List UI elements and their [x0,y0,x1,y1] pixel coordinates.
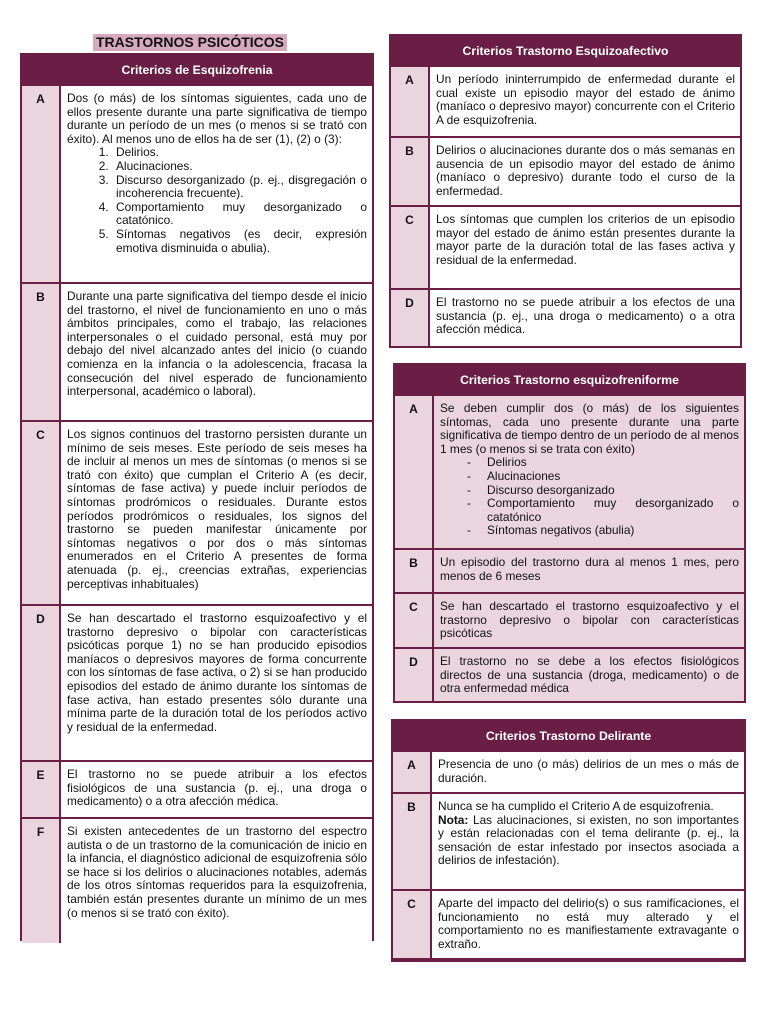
criterion-row-c [395,592,744,647]
table-header: Criterios Trastorno esquizofreniforme [395,365,744,394]
criterion-label: C [391,207,428,288]
criterion-text [430,794,744,889]
criterion-text: El trastorno no se puede atribuir a los efectos de una sustancia (p. ej., una droga o medicamento) o a otra afección médica. [428,290,740,346]
criterion-row-e [22,760,372,817]
criterion-text: Se han descartado el trastorno esquizoafectivo y el trastorno depresivo o bipolar con características psicóticas [432,594,744,647]
criterion-row-a [393,750,744,792]
schizophrenia-criteria-table [20,53,374,941]
table-header: Criterios Trastorno Esquizoafectivo [391,36,740,65]
criterion-text: Los signos continuos del trastorno persisten durante un mínimo de seis meses. Este período de seis meses ha de incluir al menos un mes de síntomas (o menos si se trató con éxito) que cumplan el Criterio A (es decir, síntomas de fase activa) y puede incluir períodos de síntomas prodrómicos o residuales. Durante estos períodos prodrómicos o residuales, los signos del trastorno se pueden manifestar únicamente por síntomas negativos o por dos o más síntomas enumerados en el Criterio A presentes de forma atenuada (p. ej., creencias extrañas, experiencias perceptivas inhabituales) [59,422,372,604]
criterion-label: C [22,422,59,604]
schizoaffective-criteria-table [389,34,742,348]
symptom-list [440,456,739,538]
list-item: - Síntomas negativos (abulia) [467,524,739,538]
document-title: TRASTORNOS PSICÓTICOS [93,34,287,51]
note-label: Nota: [438,812,469,827]
note-text: Las alucinaciones, si existen, no son importantes y están relacionadas con el tema delirante (p. ej., la sensación de estar infestado por insectos asociada a delirios de infestación). [438,812,739,868]
list-item: - Comportamiento muy desorganizado o catatónico [467,497,739,524]
criterion-text: Los síntomas que cumplen los criterios de un episodio mayor del estado de ánimo están presentes durante la mayor parte de la duración total de las fases activa y residual de la enfermedad. [428,207,740,288]
criterion-label: C [395,594,432,647]
criterion-text: Se han descartado el trastorno esquizoafectivo y el trastorno depresivo o bipolar con características psicóticas porque 1) no se han producido episodios maníacos o depresivos mayores de forma concurrente con los síntomas de fase activa, o 2) si se han producido episodios del estado de ánimo durante los síntomas de fase activa, han estado presentes sólo durante una mínima parte de la duración total de los períodos activo y residual de la enfermedad. [59,606,372,760]
criterion-row-b [393,792,744,889]
table-header: Criterios de Esquizofrenia [22,55,372,84]
criterion-label: A [395,396,432,548]
criterion-text: Presencia de uno (o más) delirios de un mes o más de duración. [430,752,744,792]
criterion-row-c [393,889,744,958]
list-item: - Discurso desorganizado [467,484,739,498]
criterion-text: El trastorno no se debe a los efectos fisiológicos directos de una sustancia (droga, medicamento) o de otra enfermedad médica [432,649,744,701]
criterion-row-d [22,604,372,760]
criterion-label: F [22,819,59,943]
criterion-text: Delirios o alucinaciones durante dos o más semanas en ausencia de un episodio mayor del estado de ánimo (maníaco o depresivo) durante todo el curso de la enfermedad. [428,138,740,205]
criterion-label: C [393,891,430,958]
criterion-label: A [391,67,428,136]
criterion-row-d [391,288,740,346]
criterion-text: Un episodio del trastorno dura al menos 1 mes, pero menos de 6 meses [432,550,744,592]
criterion-text [432,396,744,548]
criterion-intro: Se deben cumplir dos (o más) de los siguientes síntomas, cada uno presente durante una parte significativa de tiempo dentro de un período de al menos 1 mes (o menos si se trata con éxito) [440,401,739,456]
symptom-list [67,146,367,255]
criterion-label: E [22,762,59,817]
criterion-row-c [22,420,372,604]
list-item: 1. Delirios. [112,146,367,160]
criterion-intro: Dos (o más) de los síntomas siguientes, cada uno de ellos presente durante una parte significativa de tiempo durante un período de un mes (o menos si se trató con éxito). Al menos uno de ellos ha de ser (1), (2) o (3): [67,91,367,146]
criterion-row-d [395,647,744,701]
criterion-label: D [391,290,428,346]
criterion-text: Aparte del impacto del delirio(s) o sus ramificaciones, el funcionamiento no está muy alterado y el comportamiento no es manifiestamente extravagante o extraño. [430,891,744,958]
criterion-label: B [393,794,430,889]
criterion-row-b [22,282,372,420]
delusional-criteria-table [391,719,746,962]
criterion-text [59,86,372,282]
criterion-row-a [391,65,740,136]
criterion-label: B [391,138,428,205]
table-header: Criterios Trastorno Delirante [393,721,744,750]
criterion-row-b [391,136,740,205]
list-item: 5. Síntomas negativos (es decir, expresión emotiva disminuida o abulia). [112,228,367,255]
criterion-text: Un período ininterrumpido de enfermedad durante el cual existe un episodio mayor del estado de ánimo (maníaco o depresivo mayor) concurrente con el Criterio A de esquizofrenia. [428,67,740,136]
criterion-label: D [395,649,432,701]
criterion-text: El trastorno no se puede atribuir a los efectos fisiológicos de una sustancia (p. ej., una droga o medicamento) o a otra afección médica. [59,762,372,817]
list-item: 2. Alucinaciones. [112,160,367,174]
criterion-label: A [393,752,430,792]
criterion-row-b [395,548,744,592]
criterion-intro: Nunca se ha cumplido el Criterio A de esquizofrenia. [438,799,714,813]
list-item: - Delirios [467,456,739,470]
criterion-row-a [395,394,744,548]
schizophreniform-criteria-table [393,363,746,703]
criterion-row-f [22,817,372,943]
criterion-label: B [22,284,59,420]
list-item: 4. Comportamiento muy desorganizado o catatónico. [112,201,367,228]
criterion-row-a [22,84,372,282]
criterion-label: D [22,606,59,760]
criterion-label: A [22,86,59,282]
criterion-row-c [391,205,740,288]
list-item: 3. Discurso desorganizado (p. ej., disgregación o incoherencia frecuente). [112,174,367,201]
criterion-text: Si existen antecedentes de un trastorno del espectro autista o de un trastorno de la comunicación de inicio en la infancia, el diagnóstico adicional de esquizofrenia sólo se hace si los delirios o alucinaciones notables, además de los otros síntomas requeridos para la esquizofrenia, también están presentes durante un mínimo de un mes (o menos si se trató con éxito). [59,819,372,943]
list-item: - Alucinaciones [467,470,739,484]
criterion-label: B [395,550,432,592]
criterion-text: Durante una parte significativa del tiempo desde el inicio del trastorno, el nivel de funcionamiento en uno o más ámbitos principales, como el trabajo, las relaciones interpersonales o el cuidado personal, está muy por debajo del nivel alcanzado antes del inicio (o cuando comienza en la infancia o la adolescencia, fracasa la consecución del nivel esperado de funcionamiento interpersonal, académico o laboral). [59,284,372,420]
